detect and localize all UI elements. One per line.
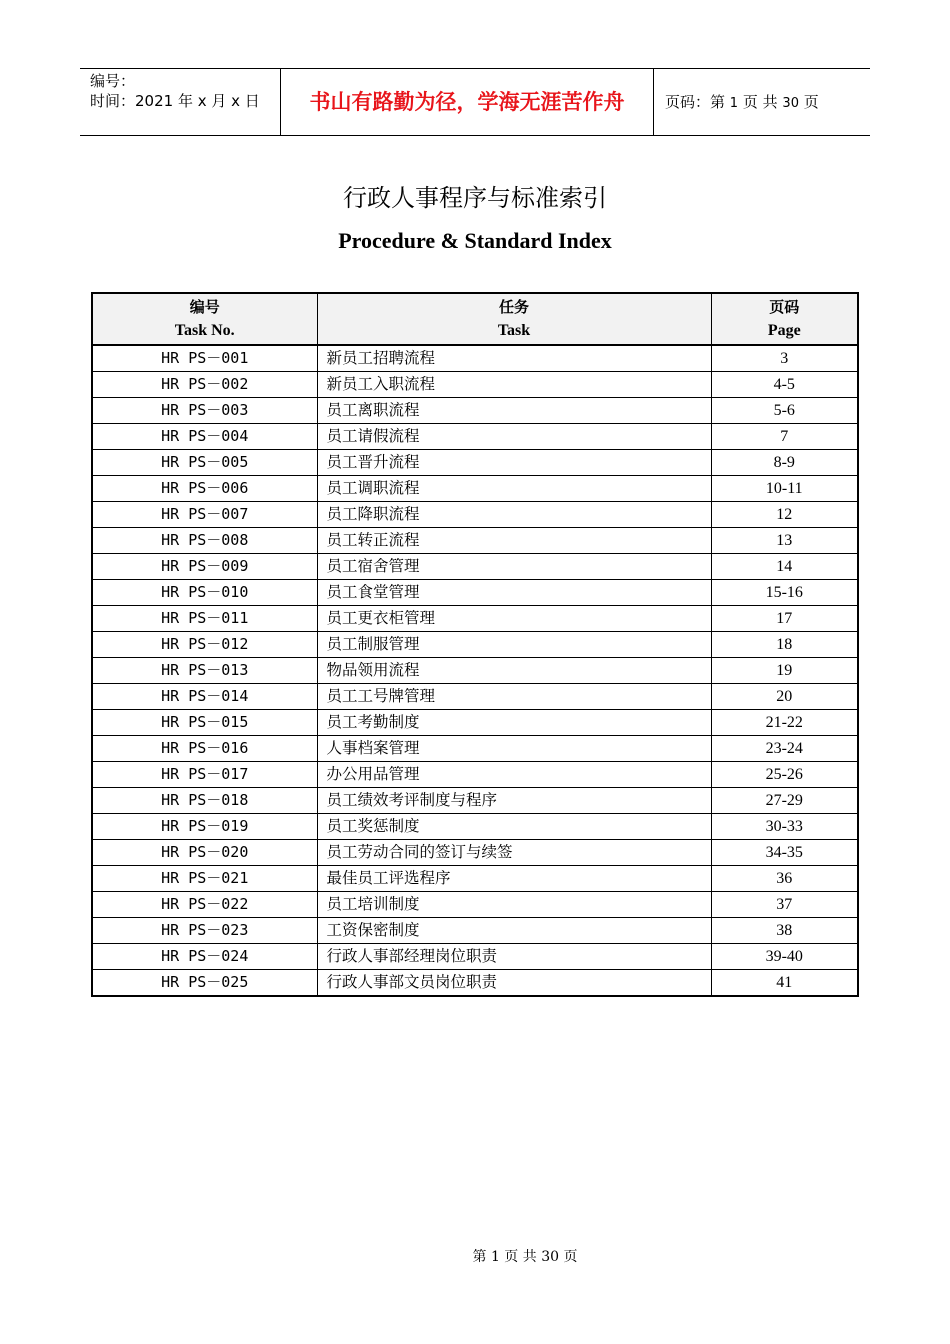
table-row [92,372,858,398]
task-name-cell: 最佳员工评选程序 [317,866,711,892]
task-name-cell: 员工绩效考评制度与程序 [317,788,711,814]
procedure-index-table [91,292,859,997]
page-range-cell: 27-29 [711,788,858,814]
task-name-cell: 行政人事部经理岗位职责 [317,944,711,970]
task-number-cell: HR PS－023 [92,918,317,944]
task-number-cell: HR PS－018 [92,788,317,814]
task-name-cell: 员工劳动合同的签订与续签 [317,840,711,866]
page-range-cell: 41 [711,970,858,997]
header-meta [80,69,281,135]
task-number-cell: HR PS－015 [92,710,317,736]
document-number-label: 编号： [90,72,136,90]
column-header-cn: 任务 [498,298,529,316]
task-number-cell: HR PS－002 [92,372,317,398]
page-range-cell: 5-6 [711,398,858,424]
page-range-cell: 8-9 [711,450,858,476]
page-range-cell: 36 [711,866,858,892]
task-name-cell: 员工更衣柜管理 [317,606,711,632]
table-row [92,554,858,580]
column-header-en: Task No. [174,322,235,339]
table-row [92,476,858,502]
header-motto: 书山有路勤为径，学海无涯苦作舟 [281,69,654,135]
task-name-cell: 员工培训制度 [317,892,711,918]
table-row [92,658,858,684]
table-row [92,970,858,997]
column-header-cn: 编号 [189,298,220,316]
task-number-cell: HR PS－013 [92,658,317,684]
task-number-cell: HR PS－001 [92,345,317,372]
task-number-cell: HR PS－016 [92,736,317,762]
column-header-task [317,293,711,345]
task-name-cell: 员工调职流程 [317,476,711,502]
page-range-cell: 14 [711,554,858,580]
task-number-cell: HR PS－007 [92,502,317,528]
task-name-cell: 员工食堂管理 [317,580,711,606]
table-row [92,762,858,788]
task-name-cell: 员工降职流程 [317,502,711,528]
task-number-cell: HR PS－021 [92,866,317,892]
task-name-cell: 新员工入职流程 [317,372,711,398]
table-row [92,866,858,892]
table-row [92,944,858,970]
task-number-cell: HR PS－010 [92,580,317,606]
task-name-cell: 员工考勤制度 [317,710,711,736]
document-date-label: 时间：2021 年 x 月 x 日 [90,92,260,110]
task-name-cell: 行政人事部文员岗位职责 [317,970,711,997]
table-row [92,684,858,710]
page-range-cell: 3 [711,345,858,372]
task-number-cell: HR PS－006 [92,476,317,502]
column-header-en: Task [497,322,531,339]
table-row [92,528,858,554]
page-range-cell: 10-11 [711,476,858,502]
task-name-cell: 员工宿舍管理 [317,554,711,580]
page-range-cell: 4-5 [711,372,858,398]
table-row [92,606,858,632]
task-number-cell: HR PS－009 [92,554,317,580]
page-footer: 第 1 页 共 30 页 [472,1249,578,1265]
task-number-cell: HR PS－003 [92,398,317,424]
page-range-cell: 17 [711,606,858,632]
page-range-cell: 12 [711,502,858,528]
page-suffix: 页 [803,93,819,111]
column-header-en: Page [767,322,801,339]
table-row [92,424,858,450]
table-row [92,345,858,372]
task-number-cell: HR PS－024 [92,944,317,970]
page-prefix: 页码：第 [665,93,726,111]
column-header-cn: 页码 [769,298,800,316]
task-name-cell: 员工制服管理 [317,632,711,658]
page-total: 30 [782,96,799,111]
page-range-cell: 21-22 [711,710,858,736]
page-range-cell: 30-33 [711,814,858,840]
header-page-indicator [654,69,870,135]
task-number-cell: HR PS－005 [92,450,317,476]
page-number: 1 [729,96,739,111]
table-header-row [92,293,858,345]
task-number-cell: HR PS－022 [92,892,317,918]
table-row [92,710,858,736]
task-name-cell: 员工晋升流程 [317,450,711,476]
table-row [92,502,858,528]
task-name-cell: 新员工招聘流程 [317,345,711,372]
table-body [92,345,858,996]
task-number-cell: HR PS－017 [92,762,317,788]
column-header-page [711,293,858,345]
task-number-cell: HR PS－025 [92,970,317,997]
table-row [92,840,858,866]
task-name-cell: 员工工号牌管理 [317,684,711,710]
task-name-cell: 物品领用流程 [317,658,711,684]
table-row [92,580,858,606]
task-name-cell: 员工转正流程 [317,528,711,554]
task-number-cell: HR PS－004 [92,424,317,450]
page-range-cell: 13 [711,528,858,554]
table-row [92,736,858,762]
page-range-cell: 34-35 [711,840,858,866]
task-number-cell: HR PS－011 [92,606,317,632]
page-range-cell: 20 [711,684,858,710]
page-range-cell: 18 [711,632,858,658]
task-name-cell: 员工请假流程 [317,424,711,450]
table-row [92,918,858,944]
task-number-cell: HR PS－019 [92,814,317,840]
task-name-cell: 办公用品管理 [317,762,711,788]
document-title-chinese: 行政人事程序与标准索引 [343,184,607,212]
table-row [92,632,858,658]
task-number-cell: HR PS－020 [92,840,317,866]
task-number-cell: HR PS－014 [92,684,317,710]
page-mid: 页 共 [742,93,778,111]
column-header-task-no [92,293,317,345]
page-range-cell: 38 [711,918,858,944]
page-range-cell: 15-16 [711,580,858,606]
page-range-cell: 23-24 [711,736,858,762]
task-name-cell: 工资保密制度 [317,918,711,944]
table-row [92,814,858,840]
table-row [92,892,858,918]
task-name-cell: 员工奖惩制度 [317,814,711,840]
task-number-cell: HR PS－008 [92,528,317,554]
page-range-cell: 25-26 [711,762,858,788]
task-name-cell: 人事档案管理 [317,736,711,762]
table-row [92,450,858,476]
task-name-cell: 员工离职流程 [317,398,711,424]
page-range-cell: 19 [711,658,858,684]
page-range-cell: 7 [711,424,858,450]
document-title-english: Procedure & Standard Index [338,228,612,253]
page-range-cell: 39-40 [711,944,858,970]
table-row [92,398,858,424]
table-row [92,788,858,814]
task-number-cell: HR PS－012 [92,632,317,658]
page-range-cell: 37 [711,892,858,918]
page-header [80,68,870,136]
